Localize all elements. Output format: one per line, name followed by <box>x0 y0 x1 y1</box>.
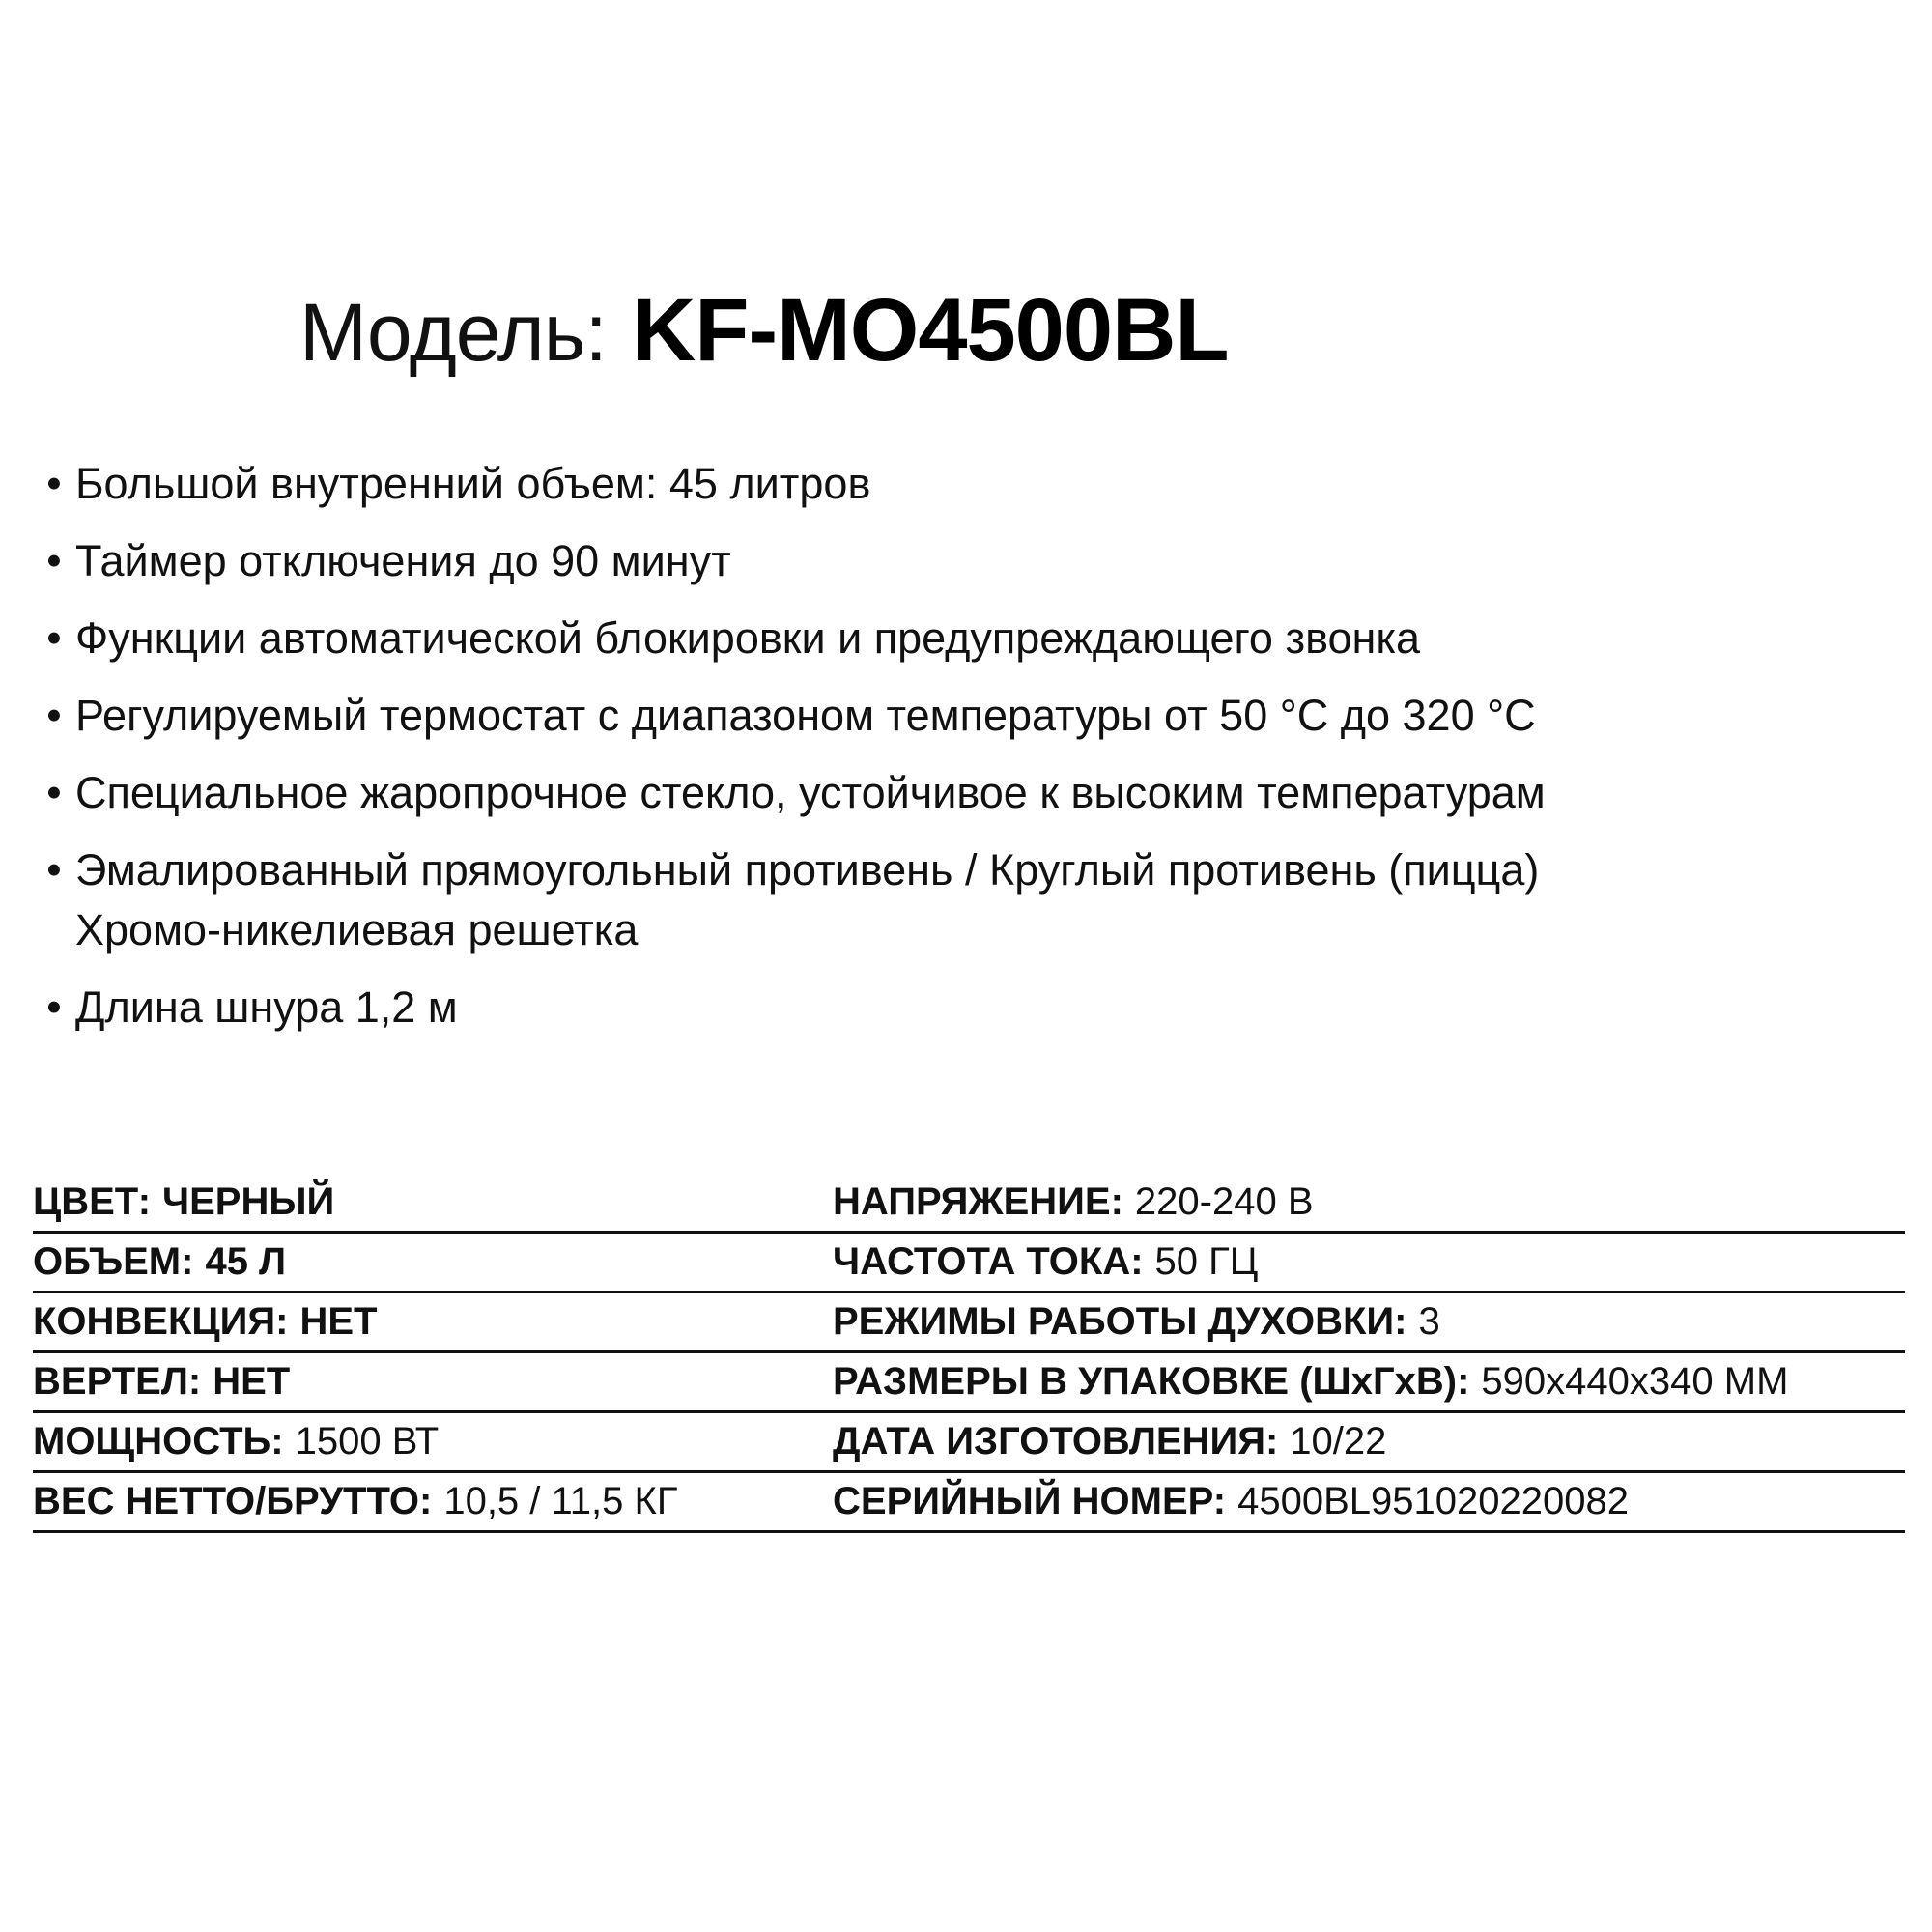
spec-key: РЕЖИМЫ РАБОТЫ ДУХОВКИ: <box>833 1300 1407 1343</box>
table-row <box>823 1353 1905 1413</box>
spec-value: ЧЕРНЫЙ <box>162 1180 335 1223</box>
feature-text-continuation: Хромо-никелиевая решетка <box>75 905 639 954</box>
feature-text: Функции автоматической блокировки и предупреждающего звонка <box>75 613 1421 663</box>
bullet-icon: • <box>46 846 62 894</box>
spec-value: 4500BL951020220082 <box>1237 1480 1630 1522</box>
spec-value: 45 Л <box>205 1240 287 1283</box>
spec-key: ВЕС НЕТТО/БРУТТО: <box>33 1480 433 1522</box>
spec-key: КОНВЕКЦИЯ: <box>33 1300 289 1343</box>
spec-value: 1500 ВТ <box>295 1420 440 1463</box>
spec-value: НЕТ <box>213 1360 291 1403</box>
list-item <box>33 978 1907 1037</box>
bullet-icon: • <box>46 983 62 1031</box>
feature-text: Таймер отключения до 90 минут <box>75 536 731 585</box>
spec-table <box>33 1174 1905 1533</box>
feature-text-wrapper <box>75 840 1539 960</box>
list-item <box>33 840 1907 960</box>
spec-column-right <box>823 1174 1905 1533</box>
spec-value: 590x440x340 ММ <box>1481 1360 1789 1403</box>
list-item <box>33 609 1907 668</box>
spec-value: 3 <box>1418 1300 1440 1343</box>
table-row <box>823 1293 1905 1353</box>
feature-text: Длина шнура 1,2 м <box>75 982 458 1032</box>
feature-text: Специальное жаропрочное стекло, устойчивое к высоким температурам <box>75 768 1546 817</box>
bullet-icon: • <box>46 614 62 662</box>
spec-key: ЧАСТОТА ТОКА: <box>833 1240 1144 1283</box>
table-row <box>33 1353 823 1413</box>
table-row <box>33 1293 823 1353</box>
bullet-icon: • <box>46 460 62 507</box>
bullet-icon: • <box>46 769 62 816</box>
list-item <box>33 686 1907 746</box>
list-item <box>33 454 1907 514</box>
table-row <box>33 1473 823 1533</box>
model-label: Модель: <box>299 287 607 378</box>
feature-list <box>33 454 1907 1055</box>
spec-value: 220-240 В <box>1134 1180 1314 1223</box>
page-title <box>299 280 1229 382</box>
spec-value: 10,5 / 11,5 КГ <box>443 1480 678 1522</box>
spec-key: ВЕРТЕЛ: <box>33 1360 202 1403</box>
spec-key: ДАТА ИЗГОТОВЛЕНИЯ: <box>833 1420 1279 1463</box>
spec-key: РАЗМЕРЫ В УПАКОВКЕ (ШхГхВ): <box>833 1360 1470 1403</box>
table-row <box>33 1234 823 1293</box>
bullet-icon: • <box>46 537 62 584</box>
bullet-icon: • <box>46 692 62 739</box>
spec-key: ОБЪЕМ: <box>33 1240 194 1283</box>
spec-value: НЕТ <box>299 1300 378 1343</box>
spec-key: СЕРИЙНЫЙ НОМЕР: <box>833 1480 1227 1522</box>
list-item <box>33 531 1907 591</box>
model-value: KF-MO4500BL <box>631 281 1229 380</box>
table-row <box>823 1174 1905 1234</box>
feature-text: Эмалированный прямоугольный противень / Круглый противень (пицца) <box>75 845 1540 895</box>
spec-value: 50 ГЦ <box>1154 1240 1259 1283</box>
table-row <box>823 1234 1905 1293</box>
feature-text: Большой внутренний объем: 45 литров <box>75 459 871 508</box>
spec-value: 10/22 <box>1290 1420 1387 1463</box>
spec-key: МОЩНОСТЬ: <box>33 1420 284 1463</box>
feature-text: Регулируемый термостат с диапазоном температуры от 50 °C до 320 °C <box>75 691 1536 740</box>
table-row <box>823 1413 1905 1473</box>
table-row <box>33 1413 823 1473</box>
spec-key: НАПРЯЖЕНИЕ: <box>833 1180 1123 1223</box>
list-item <box>33 763 1907 823</box>
table-row <box>823 1473 1905 1533</box>
spec-column-left <box>33 1174 823 1533</box>
table-row <box>33 1174 823 1234</box>
spec-key: ЦВЕТ: <box>33 1180 152 1223</box>
